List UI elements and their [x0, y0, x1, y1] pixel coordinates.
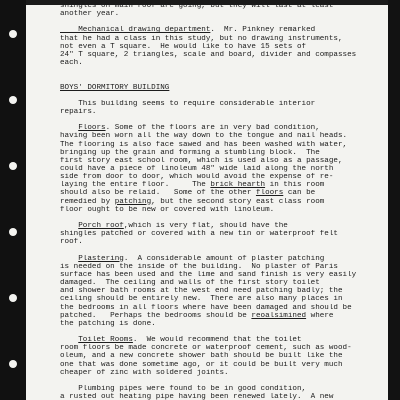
text-line: not even a T square. He would like to have 15 sets of — [60, 42, 307, 51]
punch-hole — [9, 96, 17, 104]
scan-right-edge — [388, 0, 400, 400]
text-line: damaged. The ceiling and walls of the first story toilet — [60, 279, 320, 288]
underlined-text: BOYS' DORMITORY BUILDING — [60, 83, 170, 92]
text-line: 24" T square, 2 triangles, scale and board, divider and compasses — [60, 50, 357, 59]
text-line: repairs. — [60, 107, 97, 116]
punch-hole — [9, 228, 17, 236]
underlined-text: brick hearth — [210, 181, 266, 190]
text-line: bringing up the grain and forming a stumbling block. The — [60, 148, 320, 157]
text-segment: . Mr. Pinkney remarked — [210, 26, 316, 35]
text-segment: in this room — [265, 181, 325, 190]
text-line: that he had a class in this study, but no drawing instruments, — [60, 34, 343, 43]
punch-hole — [9, 162, 17, 170]
text-line: could have a piece of linoleum 48" wide laid along the north — [60, 165, 334, 173]
text-line: roof. — [60, 238, 83, 247]
binding-margin — [0, 0, 26, 400]
underlined-text: floors — [255, 189, 284, 198]
punch-hole — [9, 294, 17, 302]
text-segment: . We would recommend that the toilet — [132, 336, 302, 345]
underlined-text: Toilet Rooms — [78, 336, 133, 345]
text-segment: ,which is very flat, should have the — [123, 222, 288, 231]
text-line: shingles patched or covered with a new tin or waterproof felt — [60, 230, 338, 239]
text-line: having been worn all the way down to the tongue and nail heads. — [60, 132, 348, 141]
text-segment — [60, 124, 78, 132]
text-line: another year. — [60, 10, 120, 19]
text-segment: where — [306, 311, 334, 320]
text-line: each. — [60, 59, 83, 68]
text-segment: , but the second story east class room — [151, 197, 325, 206]
underlined-text: Porch roof — [78, 222, 124, 231]
text-line: The flooring is also face sawed and has been washed with water, — [60, 140, 348, 149]
text-segment: can be — [283, 189, 316, 198]
text-line: Plumbing pipes were found to be in good condition, — [60, 385, 307, 394]
text-segment — [60, 222, 78, 230]
text-line: is needed on the inside of the building. No plaster of Paris — [60, 262, 338, 271]
text-line: and shower bath rooms at the west end need patching badly; the — [60, 287, 343, 296]
text-segment: patched. Perhaps the bedrooms should be — [60, 311, 252, 320]
text-line: a rusted out heating pipe having been renewed lately. A new — [60, 393, 334, 400]
text-line: side from door to door, which would avoid the expense of re- — [60, 173, 334, 182]
text-line: floor ought to be new or covered with linoleum. — [60, 205, 275, 214]
text-segment: remedied by — [60, 197, 115, 206]
text-line: shingles on main roof are going, but they will last at least — [60, 2, 334, 10]
text-segment: should also be relaid. Some of the other — [60, 189, 256, 198]
punch-hole — [9, 360, 17, 368]
text-line: cheaper of zinc with soldered joints. — [60, 368, 229, 377]
text-line: This building seems to require considerable interior — [60, 99, 316, 108]
text-line: the patching is done. — [60, 319, 156, 328]
underlined-text: Mechanical drawing department — [60, 26, 211, 35]
text-segment: laying the entire floor. The — [60, 181, 211, 190]
text-line: ceiling should be entirely new. There are also many places in — [60, 295, 343, 304]
text-line: the bedrooms in all floors where have been damaged and should be — [60, 303, 352, 312]
text-segment — [60, 336, 78, 344]
text-line: one that was done sometime ago, or it could be built very much — [60, 360, 343, 369]
underlined-text: Plastering — [78, 254, 124, 263]
text-segment: . A considerable amount of plaster patching — [123, 254, 325, 263]
text-segment — [60, 255, 78, 263]
text-line: room floors be made concrete or waterproof cement, such as wood- — [60, 344, 352, 353]
text-line: oleum, and a new concrete shower bath should be built like the — [60, 352, 343, 361]
text-segment: . Some of the floors are in very bad condition, — [105, 124, 320, 133]
text-line: surface has been used and the lime and sand finish is very easily — [60, 270, 357, 279]
typewritten-report-text — [60, 0, 376, 400]
punch-hole — [9, 30, 17, 38]
text-line: first story east school room, which is used also as a passage, — [60, 156, 343, 165]
underlined-text: reoalsimined — [251, 311, 307, 320]
underlined-text: patching — [114, 197, 152, 206]
underlined-text: Floors — [78, 124, 106, 133]
